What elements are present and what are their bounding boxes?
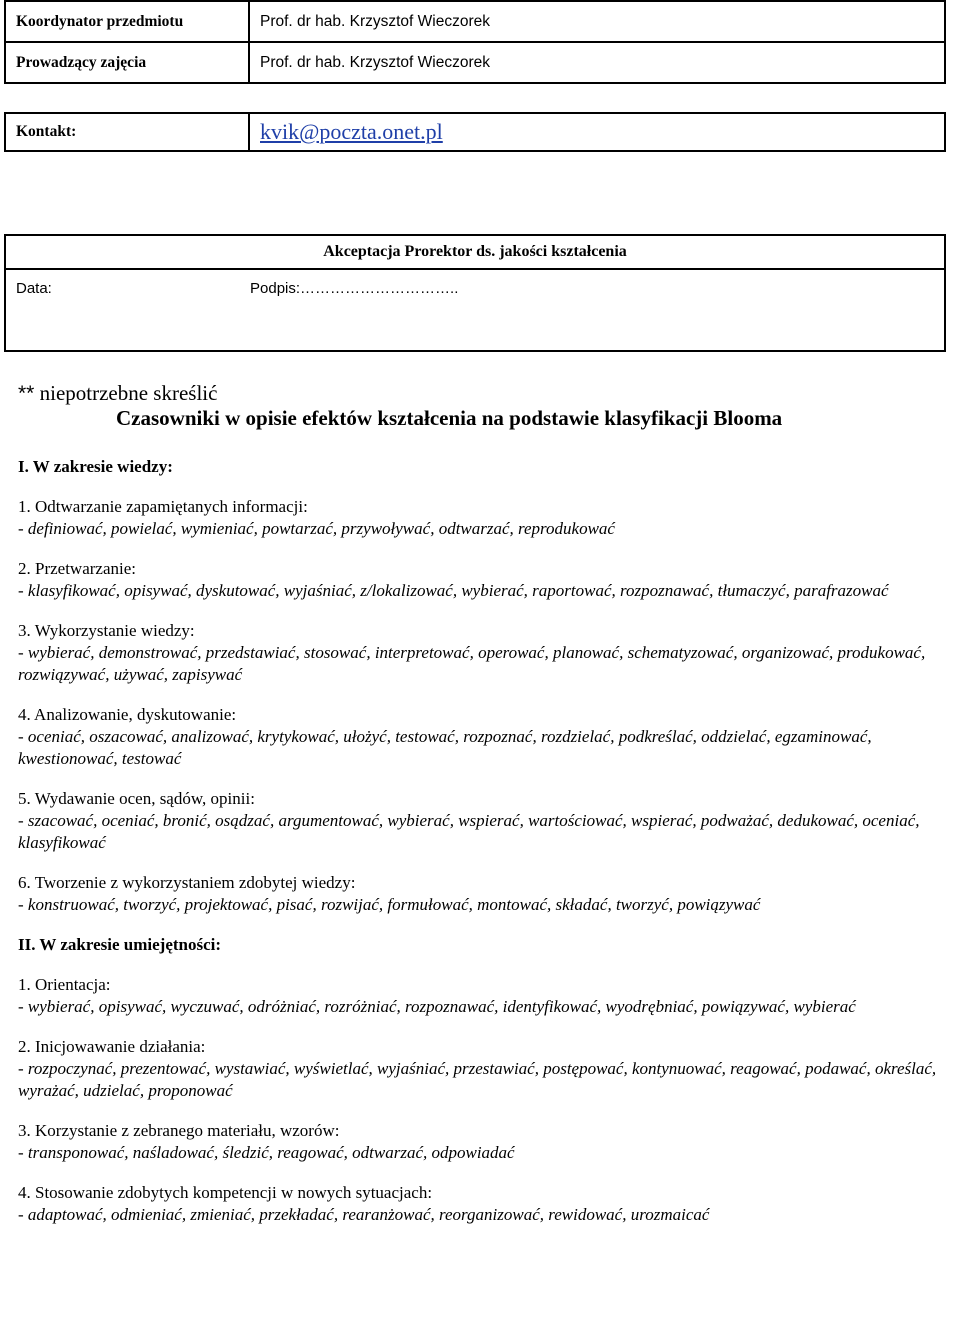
item-verbs: - konstruować, tworzyć, projektować, pisać, rozwijać, formułować, montować, składać, tworzyć, powiązywać <box>18 895 761 914</box>
list-item <box>18 872 943 916</box>
signature-row <box>5 269 945 351</box>
section-knowledge <box>18 456 943 916</box>
signature-line <box>16 280 934 297</box>
coordinator-label: Koordynator przedmiotu <box>5 1 249 42</box>
contact-email-link[interactable]: kvik@poczta.onet.pl <box>260 119 443 144</box>
document-title: Czasowniki w opisie efektów kształcenia na podstawie klasyfikacji Blooma <box>116 406 783 430</box>
contact-table <box>4 112 946 152</box>
section-title: II. W zakresie umiejętności: <box>18 935 222 954</box>
item-heading: 4. Stosowanie zdobytych kompetencji w nowych sytuacjach: <box>18 1183 433 1202</box>
item-verbs: - adaptować, odmieniać, zmieniać, przekładać, rearanżować, reorganizować, rewidować, urozmaicać <box>18 1205 710 1224</box>
contact-value <box>249 113 945 151</box>
coordinator-value: Prof. dr hab. Krzysztof Wieczorek <box>249 1 945 42</box>
instructor-row <box>5 42 945 83</box>
item-verbs: - transponować, naśladować, śledzić, reagować, odtwarzać, odpowiadać <box>18 1143 515 1162</box>
section-skills <box>18 934 943 1226</box>
list-item <box>18 1182 943 1226</box>
item-heading: 4. Analizowanie, dyskutowanie: <box>18 705 237 724</box>
list-item <box>18 704 943 770</box>
item-verbs: - oceniać, oszacować, analizować, krytykować, ułożyć, testować, rozpoznać, rozdzielać, podkreślać, oddzielać, egzaminować, kwestionować, testować <box>18 727 872 768</box>
list-item <box>18 788 943 854</box>
acceptance-heading-row <box>5 235 945 269</box>
list-item <box>18 496 943 540</box>
footnote <box>18 381 217 406</box>
instructor-value: Prof. dr hab. Krzysztof Wieczorek <box>249 42 945 83</box>
item-heading: 6. Tworzenie z wykorzystaniem zdobytej wiedzy: <box>18 873 356 892</box>
item-heading: 1. Orientacja: <box>18 975 111 994</box>
list-item <box>18 558 943 602</box>
item-heading: 3. Korzystanie z zebranego materiału, wzorów: <box>18 1121 340 1140</box>
list-item <box>18 974 943 1018</box>
contact-row <box>5 113 945 151</box>
item-heading: 1. Odtwarzanie zapamiętanych informacji: <box>18 497 308 516</box>
document-content <box>18 456 943 1226</box>
acceptance-heading: Akceptacja Prorektor ds. jakości kształcenia <box>5 235 945 269</box>
date-label: Data: <box>16 279 52 297</box>
item-heading: 2. Przetwarzanie: <box>18 559 136 578</box>
item-verbs: - wybierać, demonstrować, przedstawiać, stosować, interpretować, operować, planować, schematyzować, organizować, produkować, rozwiązywać, używać, zapisywać <box>18 643 926 684</box>
item-verbs: - definiować, powielać, wymieniać, powtarzać, przywoływać, odtwarzać, reprodukować <box>18 519 615 538</box>
footnote-text: niepotrzebne skreślić <box>34 381 218 405</box>
footnote-stars: ** <box>18 382 35 405</box>
item-heading: 2. Inicjowawanie działania: <box>18 1037 206 1056</box>
list-item <box>18 620 943 686</box>
item-verbs: - szacować, oceniać, bronić, osądzać, argumentować, wybierać, wspierać, wartościować, wspierać, podważać, dedukować, oceniać, klasyfikować <box>18 811 920 852</box>
coordinator-row <box>5 1 945 42</box>
item-verbs: - klasyfikować, opisywać, dyskutować, wyjaśniać, z/lokalizować, wybierać, raportować, rozpoznawać, tłumaczyć, parafrazować <box>18 581 889 600</box>
section-title: I. W zakresie wiedzy: <box>18 457 173 476</box>
item-heading: 5. Wydawanie ocen, sądów, opinii: <box>18 789 255 808</box>
coordinator-table <box>4 0 946 84</box>
instructor-label: Prowadzący zajęcia <box>5 42 249 83</box>
signature-cell <box>5 269 945 351</box>
contact-label: Kontakt: <box>5 113 249 151</box>
item-heading: 3. Wykorzystanie wiedzy: <box>18 621 195 640</box>
item-verbs: - wybierać, opisywać, wyczuwać, odróżniać, rozróżniać, rozpoznawać, identyfikować, wyodrębniać, powiązywać, wybierać <box>18 997 856 1016</box>
acceptance-table <box>4 234 946 352</box>
list-item <box>18 1036 943 1102</box>
signature-label: Podpis:………………………….. <box>250 279 459 297</box>
item-verbs: - rozpoczynać, prezentować, wystawiać, wyświetlać, wyjaśniać, przestawiać, postępować, kontynuować, reagować, podawać, określać, wyrażać, udzielać, proponować <box>18 1059 937 1100</box>
list-item <box>18 1120 943 1164</box>
